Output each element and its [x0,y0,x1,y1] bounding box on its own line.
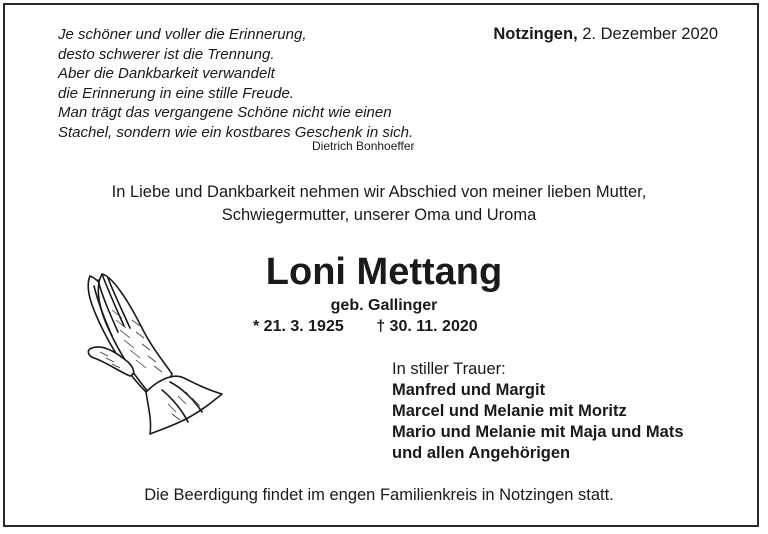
burial-note: Die Beerdigung findet im engen Familienkreis in Notzingen statt. [144,486,614,504]
place: Notzingen, [493,25,578,43]
mourner-line: Mario und Melanie mit Maja und Mats [392,423,684,441]
mourners-heading: In stiller Trauer: [392,360,506,378]
quote-line: die Erinnerung in eine stille Freude. [58,84,294,102]
place-date [493,25,718,44]
intro-line: In Liebe und Dankbarkeit nehmen wir Abschied von meiner lieben Mutter, [111,183,647,201]
death-date: † 30. 11. 2020 [376,318,478,335]
praying-hands-icon [72,270,232,440]
quote-line: Aber die Dankbarkeit verwandelt [58,65,275,83]
mourner-line: Manfred und Margit [392,381,546,399]
quote-line: Je schöner und voller die Erinnerung, [58,26,307,43]
quote-line: Stachel, sondern wie ein kostbares Geschenk in sich. [58,123,414,141]
mourner-line: und allen Angehörigen [392,444,571,462]
life-dates [253,318,478,336]
maiden-name: geb. Gallinger [330,297,438,314]
intro-line: Schwiegermutter, unserer Oma und Uroma [221,206,537,224]
quote-author: Dietrich Bonhoeffer [312,139,415,153]
quote-line: Man trägt das vergangene Schöne nicht wie einen [58,104,392,122]
quote-line: desto schwerer ist die Trennung. [58,45,275,63]
deceased-name: Loni Mettang [265,251,503,293]
quote-block [58,25,458,143]
date: 2. Dezember 2020 [582,25,718,43]
intro-text [0,181,758,227]
mourner-line: Marcel und Melanie mit Moritz [392,402,627,420]
mourners-block [392,359,684,464]
birth-date: * 21. 3. 1925 [253,318,344,335]
